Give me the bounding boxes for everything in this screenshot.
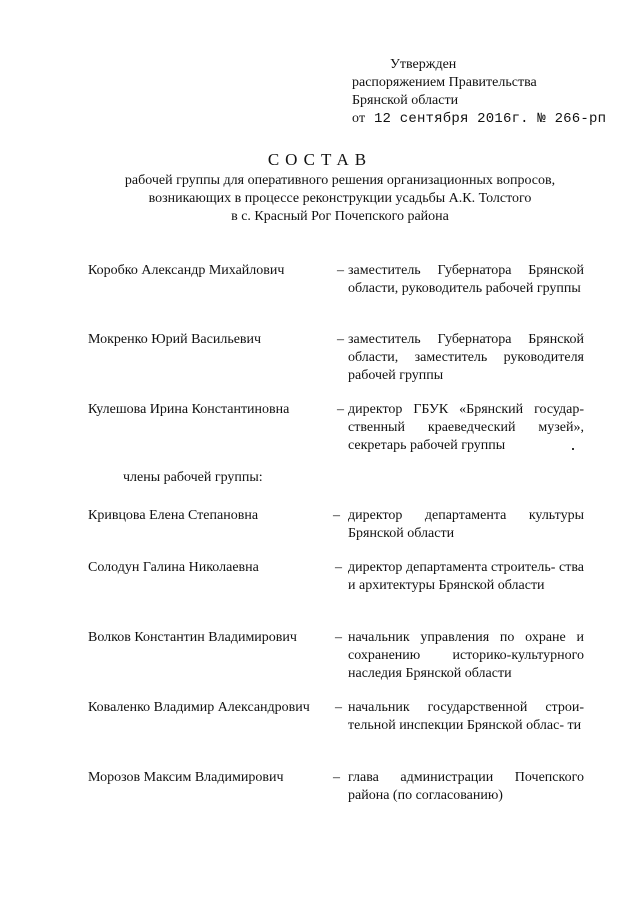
dash-separator: – — [335, 630, 342, 645]
approval-line-1: распоряжением Правительства — [352, 75, 537, 90]
person-name: Коваленко Владимир Александрович — [88, 700, 310, 715]
approval-date-label: от — [352, 111, 366, 126]
person-position: директор ГБУК «Брянский государ- ственный краеведческий музей», секретарь рабочей группы — [348, 402, 584, 453]
person-name: Мокренко Юрий Васильевич — [88, 332, 262, 347]
person-name: Волков Константин Владимирович — [88, 630, 297, 645]
person-position: глава администрации Почепского района (по согласованию) — [348, 770, 584, 803]
approval-date — [352, 110, 606, 128]
document-title: СОСТАВ — [267, 150, 373, 169]
person-name: Коробко Александр Михайлович — [88, 263, 285, 278]
person-name: Кулешова Ирина Константиновна — [88, 402, 290, 417]
person-position: директор департамента культуры Брянской области — [348, 508, 584, 541]
document-subtitle — [100, 172, 580, 226]
approval-date-value: 12 сентября 2016г. № 266-рп — [373, 111, 607, 127]
stray-mark — [572, 448, 574, 450]
person-position: начальник государственной строи- тельной инспекции Брянской облас- ти — [348, 700, 584, 733]
dash-separator: – — [335, 700, 342, 715]
dash-separator: – — [333, 508, 340, 523]
dash-separator: – — [335, 560, 342, 575]
person-name: Морозов Максим Владимирович — [88, 770, 284, 785]
person-position: начальник управления по охране и сохранению историко-культурного наследия Брянской области — [348, 630, 584, 681]
dash-separator: – — [337, 332, 344, 347]
approval-line-2: Брянской области — [352, 93, 459, 108]
subtitle-line-3: в с. Красный Рог Почепского района — [231, 209, 449, 224]
person-position: заместитель Губернатора Брянской области, заместитель руководителя рабочей группы — [348, 332, 584, 383]
approval-block — [352, 56, 606, 128]
dash-separator: – — [333, 770, 340, 785]
members-label: члены рабочей группы: — [123, 470, 263, 485]
person-position: заместитель Губернатора Брянской области, руководитель рабочей группы — [348, 263, 584, 296]
dash-separator: – — [337, 263, 344, 278]
subtitle-line-2: возникающих в процессе реконструкции усадьбы А.К. Толстого — [148, 191, 532, 206]
person-position: директор департамента строитель- ства и архитектуры Брянской области — [348, 560, 584, 593]
person-name: Кривцова Елена Степановна — [88, 508, 259, 523]
approval-title: Утвержден — [390, 57, 457, 72]
subtitle-line-1: рабочей группы для оперативного решения организационных вопросов, — [124, 173, 556, 188]
person-name: Солодун Галина Николаевна — [88, 560, 259, 575]
dash-separator: – — [337, 402, 344, 417]
